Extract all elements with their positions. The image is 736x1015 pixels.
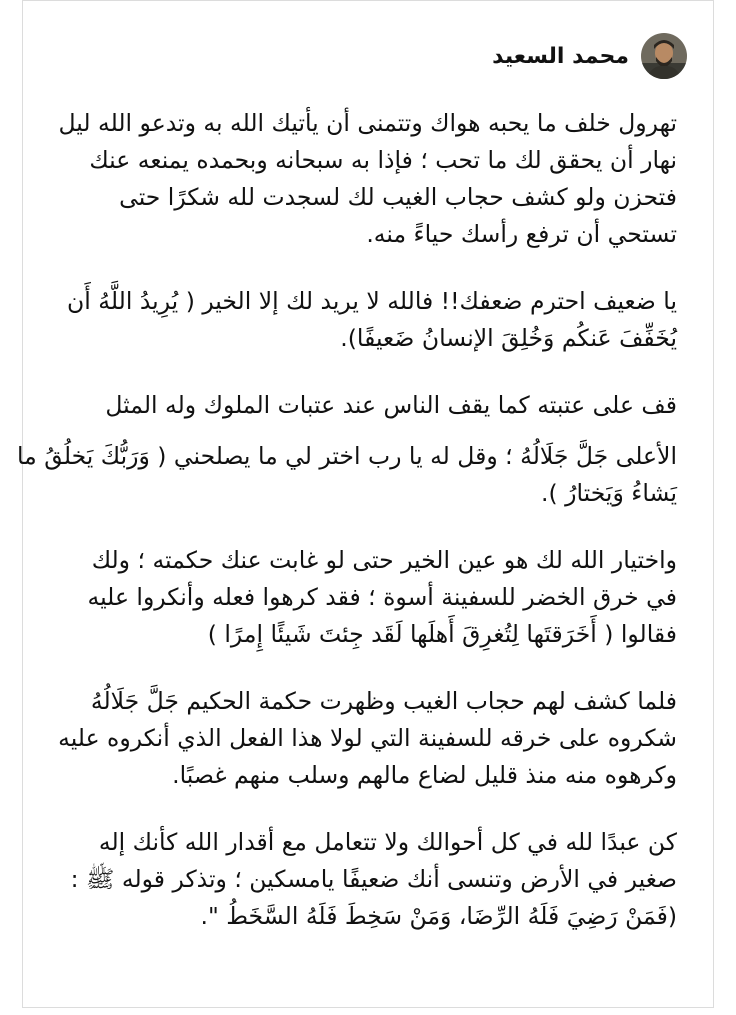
text-line: يُخَفِّفَ عَنكُم وَخُلِقَ الإنسانُ ضَعيفًا). bbox=[340, 324, 677, 352]
text-line: (فَمَنْ رَضِيَ فَلَهُ الرِّضَا، وَمَنْ سَخِطَ فَلَهُ السَّخَطُ ". bbox=[200, 902, 677, 930]
post-card bbox=[17, 0, 714, 1008]
paragraph-3 bbox=[17, 387, 677, 512]
avatar-photo-icon bbox=[641, 33, 687, 79]
text-line: في خرق الخضر للسفينة أسوة ؛ فقد كرهوا فعله وأنكروا عليه bbox=[87, 583, 677, 611]
text-line: صغير في الأرض وتنسى أنك ضعيفًا يامسكين ؛ وتذكر قوله ﷺ : bbox=[70, 865, 677, 893]
text-line: فتحزن ولو كشف حجاب الغيب لك لسجدت لله شكرًا حتى bbox=[119, 183, 677, 211]
post-body bbox=[17, 105, 677, 965]
text-line: شكروه على خرقه للسفينة التي لولا هذا الفعل الذي أنكروه عليه bbox=[58, 724, 677, 752]
text-line: يَشاءُ وَيَختارُ ). bbox=[541, 479, 677, 507]
text-line: فقالوا ( أَخَرَقتَها لِتُغرِقَ أَهلَها لَقَد جِئتَ شَيئًا إِمرًا ) bbox=[207, 620, 677, 648]
text-line: وكرهوه منه منذ قليل لضاع مالهم وسلب منهم غصبًا. bbox=[172, 761, 677, 789]
text-line: تستحي أن ترفع رأسك حياءً منه. bbox=[366, 220, 677, 248]
paragraph-1 bbox=[58, 105, 677, 253]
paragraph-6 bbox=[70, 824, 677, 935]
text-line: نهار أن يحقق لك ما تحب ؛ فإذا به سبحانه وبحمده يمنعه عنك bbox=[89, 146, 677, 174]
post-header bbox=[492, 29, 687, 83]
paragraph-5 bbox=[58, 683, 677, 794]
text-line: تهرول خلف ما يحبه هواك وتتمنى أن يأتيك الله به وتدعو الله ليل bbox=[58, 109, 677, 137]
paragraph-2 bbox=[67, 283, 677, 357]
text-line: قف على عتبته كما يقف الناس عند عتبات الملوك وله المثل bbox=[105, 391, 677, 419]
author-avatar[interactable] bbox=[641, 33, 687, 79]
paragraph-4 bbox=[77, 542, 677, 653]
text-line: واختيار الله لك هو عين الخير حتى لو غابت عنك حكمته ؛ ولك bbox=[91, 546, 677, 574]
author-name[interactable]: محمد السعيد bbox=[492, 43, 629, 69]
text-line: الأعلى جَلَّ جَلَالُهُ ؛ وقل له يا رب اختر لي ما يصلحني ( وَرَبُّكَ يَخلُقُ ما bbox=[17, 442, 677, 470]
text-line: كن عبدًا لله في كل أحوالك ولا تتعامل مع أقدار الله كأنك إله bbox=[98, 828, 677, 856]
text-line: فلما كشف لهم حجاب الغيب وظهرت حكمة الحكيم جَلَّ جَلَالُهُ bbox=[90, 687, 677, 715]
text-line: يا ضعيف احترم ضعفك!! فالله لا يريد لك إلا الخير ( يُرِيدُ اللَّهُ أَن bbox=[67, 287, 677, 315]
